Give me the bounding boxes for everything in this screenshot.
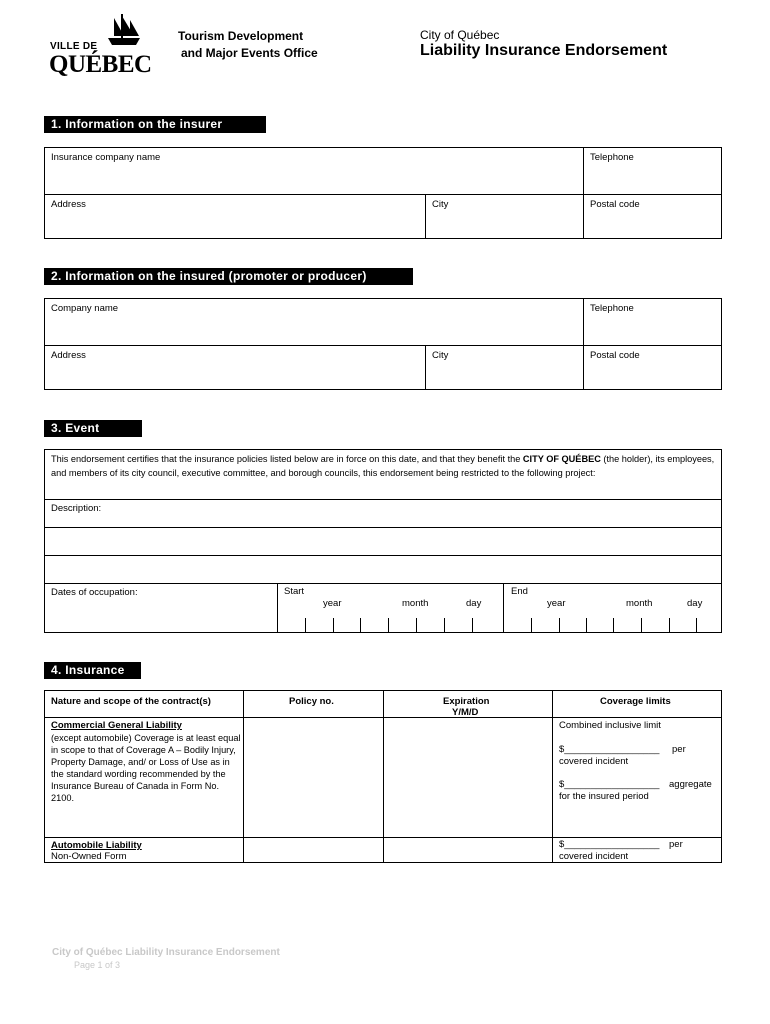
auto-per-label: per	[669, 839, 683, 850]
description-line-2[interactable]	[45, 528, 721, 555]
insured-company-label: Company name	[51, 303, 119, 314]
auto-expiration-field[interactable]	[384, 838, 552, 862]
section-1-heading: 1. Information on the insurer	[44, 116, 266, 133]
end-label: End	[511, 586, 528, 597]
section-3-heading: 3. Event	[44, 420, 142, 437]
insured-company-field[interactable]	[45, 299, 583, 345]
department-name	[178, 28, 318, 62]
insurer-company-field[interactable]	[45, 148, 583, 194]
description-line-3[interactable]	[45, 556, 721, 583]
end-month-label: month	[626, 598, 653, 609]
combined-limit-label: Combined inclusive limit	[559, 720, 661, 731]
cgl-covered-incident-label: covered incident	[559, 756, 629, 767]
cgl-description: (except automobile) Coverage is at least equal in scope to that of Coverage A – Bodily Injury, Property Damage, and/ or Loss of Use as in the standard wording recommended by the Insurance Bureau of Canada in Form No. 2100.	[51, 733, 241, 803]
auto-title: Automobile Liability	[51, 840, 142, 851]
cgl-policy-number-field[interactable]	[244, 718, 383, 837]
description-field[interactable]	[45, 499, 721, 527]
cgl-per-incident-amount[interactable]: $__________________	[559, 744, 660, 755]
auto-covered-incident-label: covered incident	[559, 851, 629, 862]
col-coverage-header: Coverage limits	[600, 696, 671, 707]
insurer-telephone-label: Telephone	[590, 152, 634, 163]
ship-icon	[104, 14, 144, 48]
department-line-2: and Major Events Office	[181, 46, 318, 60]
cgl-aggregate-amount[interactable]: $__________________	[559, 779, 660, 790]
auto-description: Non-Owned Form	[51, 851, 127, 862]
insurer-city-field[interactable]	[426, 195, 583, 239]
col-expiration-format: Y/M/D	[452, 707, 479, 718]
section-4-heading: 4. Insurance	[44, 662, 141, 679]
form-title: Liability Insurance Endorsement	[420, 42, 668, 59]
insurer-city-label: City	[432, 199, 449, 210]
insured-period-label: for the insured period	[559, 791, 649, 802]
insurer-info-box	[44, 147, 722, 239]
insured-address-field[interactable]	[45, 346, 425, 390]
cgl-expiration-field[interactable]	[384, 718, 552, 837]
start-date-input[interactable]	[278, 610, 503, 632]
end-day-label: day	[687, 598, 703, 609]
start-month-label: month	[402, 598, 429, 609]
auto-policy-number-field[interactable]	[244, 838, 383, 862]
logo-quebec: QUÉBEC	[49, 51, 152, 78]
end-year-label: year	[547, 598, 566, 609]
col-policy-header: Policy no.	[289, 696, 334, 707]
cgl-per-label: per	[672, 744, 686, 755]
col-expiration-header: Expiration	[443, 696, 490, 707]
insurer-postal-field[interactable]	[584, 195, 722, 239]
cgl-aggregate-label: aggregate	[669, 779, 712, 790]
insurer-telephone-field[interactable]	[584, 148, 722, 194]
insured-telephone-field[interactable]	[584, 299, 722, 345]
insured-postal-field[interactable]	[584, 346, 722, 390]
insured-address-label: Address	[51, 350, 86, 361]
description-label: Description:	[51, 503, 102, 514]
insurer-address-label: Address	[51, 199, 86, 210]
insurer-company-label: Insurance company name	[51, 152, 161, 163]
insured-postal-label: Postal code	[590, 350, 640, 361]
insured-city-field[interactable]	[426, 346, 583, 390]
dates-of-occupation-label: Dates of occupation:	[51, 587, 138, 598]
auto-per-incident-amount[interactable]: $__________________	[559, 839, 660, 850]
start-label: Start	[284, 586, 305, 597]
logo-ville-de: VILLE DE	[50, 41, 98, 52]
insurer-address-field[interactable]	[45, 195, 425, 239]
city-of-quebec-holder: CITY OF QUÉBEC	[522, 454, 601, 464]
city-name: City of Québec	[420, 28, 500, 42]
start-day-label: day	[466, 598, 482, 609]
insurer-postal-label: Postal code	[590, 199, 640, 210]
end-date-input[interactable]	[504, 610, 721, 632]
page-number: Page 1 of 3	[74, 960, 121, 970]
col-nature-header: Nature and scope of the contract(s)	[51, 696, 211, 707]
city-logo	[46, 14, 152, 78]
cgl-title: Commercial General Liability	[51, 720, 182, 731]
event-box	[44, 449, 722, 633]
insured-info-box	[44, 298, 722, 390]
department-line-1: Tourism Development	[178, 29, 304, 43]
footer-title: City of Québec Liability Insurance Endorsement	[52, 947, 280, 958]
insured-city-label: City	[432, 350, 449, 361]
insured-telephone-label: Telephone	[590, 303, 634, 314]
insurance-table	[44, 690, 722, 863]
certification-text: This endorsement certifies that the insurance policies listed below are in force on this date, and that they benefit the CITY OF QUÉBEC (the holder), its employees, and members of its city council, executive committee, and borough councils, this endorsement being restricted to the following project:	[51, 454, 715, 478]
start-year-label: year	[323, 598, 342, 609]
section-2-heading: 2. Information on the insured (promoter or producer)	[44, 268, 413, 285]
